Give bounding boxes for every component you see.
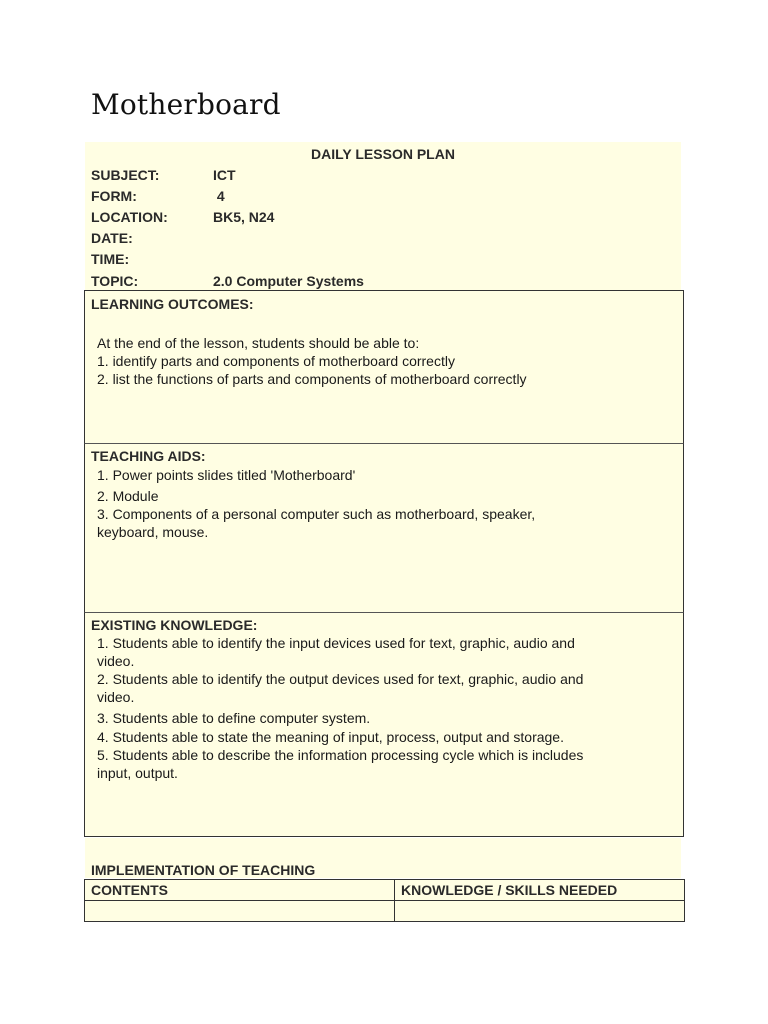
existing-knowledge-section <box>84 612 684 837</box>
info-row-subject <box>91 165 236 185</box>
section-line: 5. Students able to describe the information processing cycle which is includes <box>97 747 584 763</box>
table-cell-knowledge-skills[interactable] <box>395 901 685 922</box>
table-header-row <box>85 880 685 901</box>
info-label: TOPIC: <box>91 273 139 289</box>
info-row-time <box>91 249 213 269</box>
table-cell-contents[interactable] <box>85 901 395 922</box>
info-value: ICT <box>213 167 236 183</box>
table-row <box>85 901 685 922</box>
section-line: 2. Students able to identify the output devices used for text, graphic, audio and <box>97 671 584 687</box>
column-header-knowledge-skills: KNOWLEDGE / SKILLS NEEDED <box>395 880 685 901</box>
section-line: 2. list the functions of parts and components of motherboard correctly <box>97 371 527 387</box>
info-label: FORM: <box>91 188 137 204</box>
info-label: TIME: <box>91 251 130 267</box>
section-line: input, output. <box>97 765 178 781</box>
section-line: video. <box>97 653 135 669</box>
info-value: BK5, N24 <box>213 209 275 225</box>
implementation-block <box>85 838 681 878</box>
section-line: 1. identify parts and components of motherboard correctly <box>97 353 455 369</box>
implementation-heading: IMPLEMENTATION OF TEACHING <box>91 862 316 878</box>
info-label: DATE: <box>91 230 133 246</box>
info-label: LOCATION: <box>91 209 168 225</box>
info-row-topic <box>91 271 364 291</box>
section-line: 1. Power points slides titled 'Motherboard' <box>97 467 356 483</box>
section-heading: TEACHING AIDS: <box>91 448 206 464</box>
info-row-form <box>91 186 225 206</box>
column-header-contents: CONTENTS <box>85 880 395 901</box>
section-line: At the end of the lesson, students should be able to: <box>97 335 420 351</box>
section-line: 3. Students able to define computer system. <box>97 710 371 726</box>
info-value: 4 <box>213 188 225 204</box>
document-title: Motherboard <box>91 88 281 121</box>
plan-heading: DAILY LESSON PLAN <box>311 146 455 162</box>
section-heading: LEARNING OUTCOMES: <box>91 296 254 312</box>
info-row-location <box>91 207 274 227</box>
implementation-table <box>84 879 685 922</box>
section-line: video. <box>97 689 135 705</box>
section-line: keyboard, mouse. <box>97 524 209 540</box>
info-value: 2.0 Computer Systems <box>213 273 364 289</box>
section-heading: EXISTING KNOWLEDGE: <box>91 617 258 633</box>
lesson-plan-header <box>85 142 681 291</box>
section-line: 2. Module <box>97 488 159 504</box>
info-label: SUBJECT: <box>91 167 160 183</box>
info-row-date <box>91 228 213 248</box>
section-line: 4. Students able to state the meaning of input, process, output and storage. <box>97 729 564 745</box>
teaching-aids-section <box>84 443 684 612</box>
section-line: 1. Students able to identify the input devices used for text, graphic, audio and <box>97 635 575 651</box>
section-line: 3. Components of a personal computer such as motherboard, speaker, <box>97 506 536 522</box>
learning-outcomes-section <box>84 290 684 443</box>
